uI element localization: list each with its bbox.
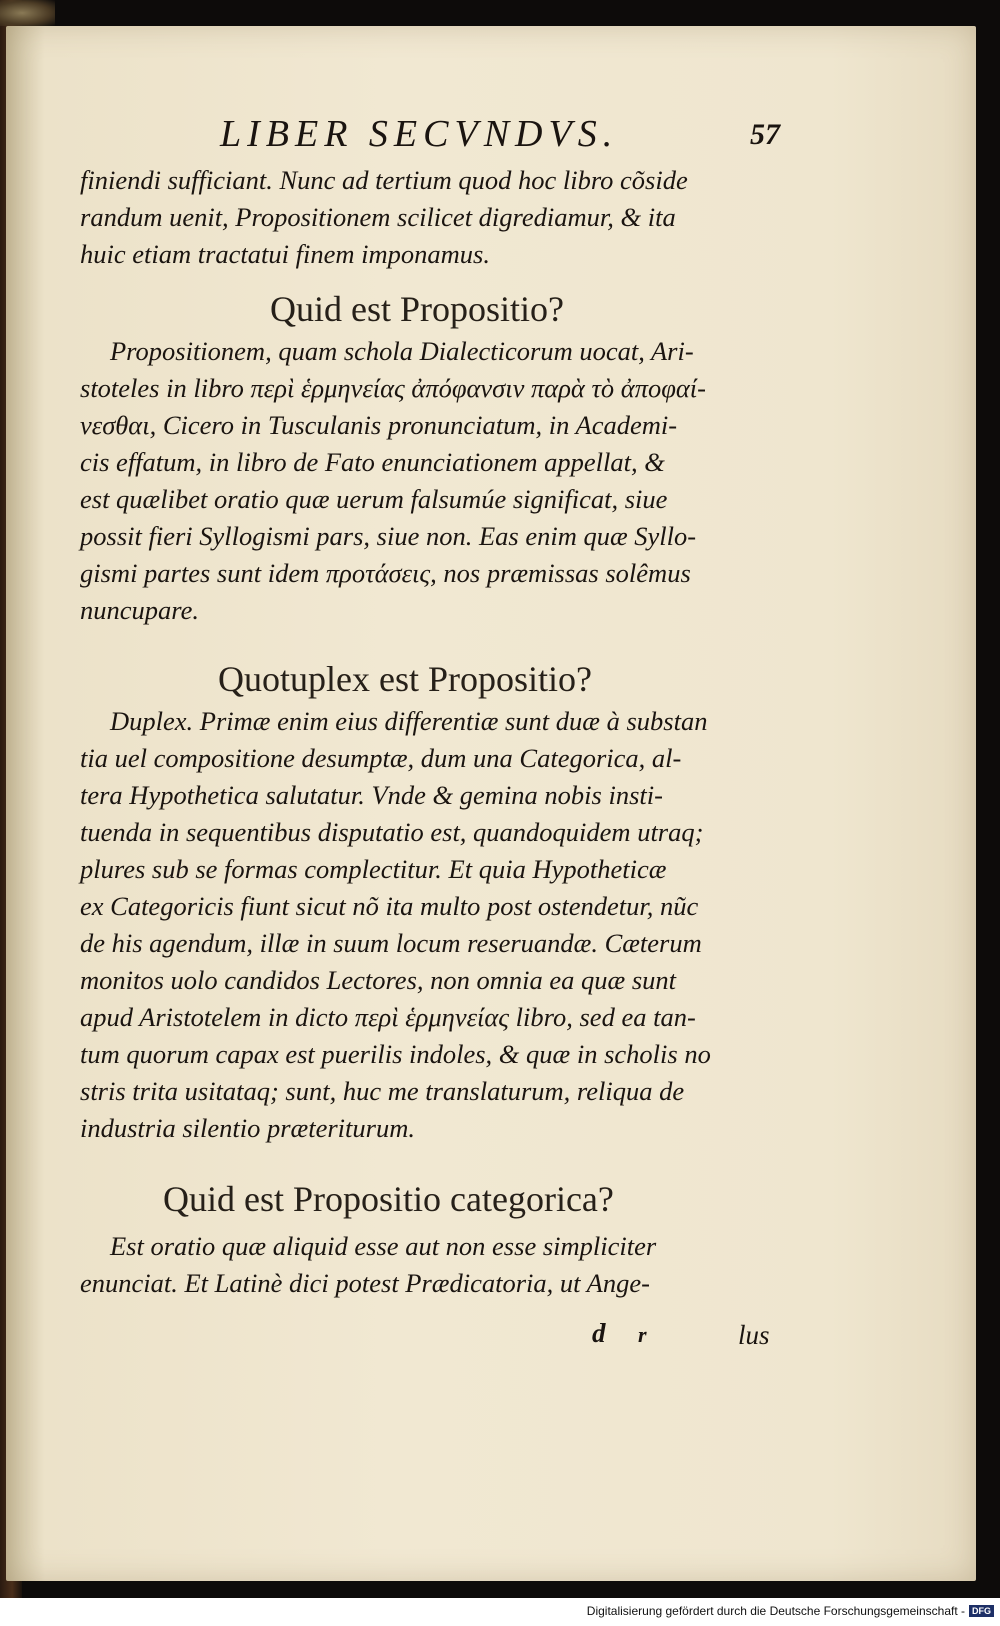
binding-corner	[0, 0, 55, 26]
dfg-logo: DFG	[969, 1605, 994, 1617]
text-line: nuncupare.	[80, 595, 199, 625]
text-line: tia uel compositione desumptæ, dum una Categorica, al-	[80, 743, 682, 773]
text-line: est quælibet oratio quæ uerum falsumúe significat, siue	[80, 484, 668, 514]
credit-text: Digitalisierung gefördert durch die Deutsche Forschungsgemeinschaft -	[586, 1604, 965, 1618]
signature-number: r	[638, 1322, 647, 1347]
catchword: lus	[738, 1320, 770, 1350]
signature-catchword-row	[580, 1318, 790, 1358]
text-line: plures sub se formas complectitur. Et quia Hypotheticæ	[80, 854, 667, 884]
section-1-paragraph	[80, 333, 780, 629]
text-line: randum uenit, Propositionem scilicet digrediamur, & ita	[80, 202, 676, 232]
section-heading-3: Quid est Propositio categorica?	[163, 1179, 614, 1219]
text-line: Duplex. Primæ enim eius differentiæ sunt duæ à substan	[110, 706, 708, 736]
section-heading-2: Quotuplex est Propositio?	[218, 659, 592, 699]
text-line: stris trita usitataq; sunt, huc me translaturum, reliqua de	[80, 1076, 685, 1106]
text-line: possit fieri Syllogismi pars, siue non. Eas enim quæ Syllo-	[80, 521, 697, 551]
signature-mark: d	[592, 1318, 606, 1348]
section-2-paragraph	[80, 703, 780, 1147]
text-line: apud Aristotelem in dicto περὶ ἑρμηνείας libro, sed ea tan-	[80, 1002, 696, 1032]
text-line: enunciat. Et Latinè dici potest Prædicatoria, ut Ange-	[80, 1268, 650, 1298]
folio-number: 57	[750, 118, 780, 151]
text-line: Propositionem, quam schola Dialecticorum uocat, Ari-	[110, 336, 694, 366]
intro-paragraph	[80, 162, 780, 273]
section-heading-1: Quid est Propositio?	[270, 289, 564, 329]
digitization-credit	[587, 1604, 994, 1618]
text-line: stoteles in libro περὶ ἑρμηνείας ἀπόφανσιν παρὰ τὸ ἀποφαί-	[80, 373, 706, 403]
text-line: monitos uolo candidos Lectores, non omnia ea quæ sunt	[80, 965, 676, 995]
text-line: gismi partes sunt idem προτάσεις, nos præmissas solêmus	[80, 558, 691, 588]
text-line: industria silentio præteriturum.	[80, 1113, 415, 1143]
text-line: tum quorum capax est puerilis indoles, & quæ in scholis no	[80, 1039, 711, 1069]
section-3-paragraph	[80, 1228, 780, 1302]
text-line: huic etiam tractatui finem imponamus.	[80, 239, 490, 269]
text-line: ex Categoricis fiunt sicut nõ ita multo post ostendetur, nũc	[80, 891, 699, 921]
running-head: LIBER SECVNDVS.	[220, 113, 619, 155]
text-line: νεσθαι, Cicero in Tusculanis pronunciatum, in Academi-	[80, 410, 678, 440]
text-line: de his agendum, illæ in suum locum reseruandæ. Cæterum	[80, 928, 702, 958]
text-line: cis effatum, in libro de Fato enunciationem appellat, &	[80, 447, 665, 477]
text-line: Est oratio quæ aliquid esse aut non esse simpliciter	[110, 1231, 657, 1261]
text-line: tuenda in sequentibus disputatio est, quandoquidem utraq;	[80, 817, 704, 847]
text-line: tera Hypothetica salutatur. Vnde & gemina nobis insti-	[80, 780, 663, 810]
page-header	[200, 112, 780, 162]
text-line: finiendi sufficiant. Nunc ad tertium quod hoc libro cõside	[80, 165, 688, 195]
